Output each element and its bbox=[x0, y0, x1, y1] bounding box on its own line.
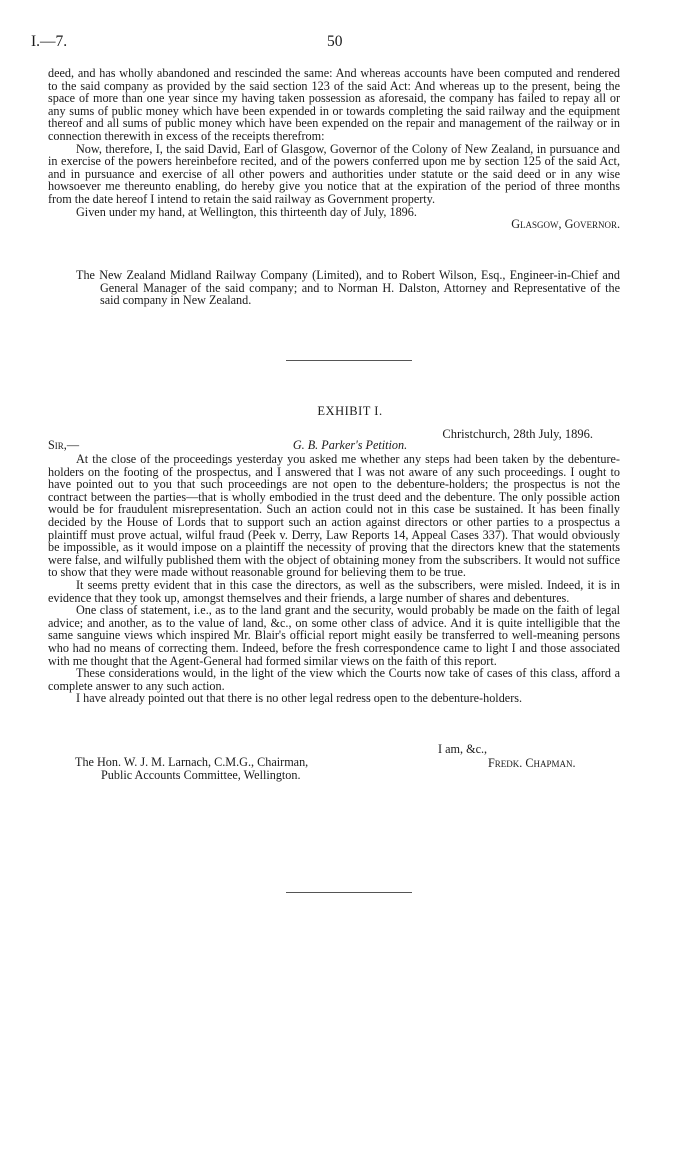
proclamation-paragraph-1: deed, and has wholly abandoned and rescinded the same: And whereas accounts have been computed and rendered to the said company as provided by the said section 123 of the said Act: And whereas up to the present, being the space of more than one year since my having taken possession as aforesaid, the company has failed to repay all or any sums of public money which have been expended in or towards completing the said railway and the equipment thereof and all sums of public money which have been expended on the repair and management of the railway or in connection therewith in excess of the receipts therefrom: bbox=[48, 66, 620, 143]
letter-recipient bbox=[75, 756, 308, 781]
place-date: Christchurch, 28th July, 1896. bbox=[442, 427, 593, 441]
letter-paragraph-3: One class of statement, i.e., as to the land grant and the security, would probably be made on the faith of legal advice; and another, as to the value of land, &c., on some other class of advice. And it is quite intelligible that the same sanguine views which inspired Mr. Blair's official report might easily be transferred to well-meaning persons who had no means of correcting them. Indeed, before the fresh correspondence came to light I and those associated with me thought that the Agent-General had formed similar views on the faith of this report. bbox=[48, 603, 620, 668]
letter-paragraph-2: It seems pretty evident that in this case the directors, as well as the subscribers, were misled. Indeed, it is in evidence that they took up, amongst themselves and their friends, a large number of shares and debentures. bbox=[48, 577, 620, 605]
letter-paragraph-5: I have already pointed out that there is no other legal redress open to the debenture-holders. bbox=[76, 691, 523, 706]
letter-paragraph-1: At the close of the proceedings yesterday you asked me whether any steps had been taken by the debenture-holders on the footing of the prospectus, and I answered that I was not aware of any such proceedings. I ought to have pointed out to you that such proceedings are not open to the debenture-holders; the prospectus is not the contract between the parties—that is wholly embodied in the trust deed and the debenture. The only possible action would be for fraudulent misrepresentation. Such an action could not in this case be sustained. It has been finally decided by the House of Lords that to support such an action against directors or other parties to a prospectus a plaintiff must prove actual, wilful fraud (Peek v. Derry, Law Reports 14, Appeal Cases 337). That would obviously be impossible, as it would impose on a plaintiff the necessity of proving that the directors knew that the statements were false, and wilfully published them with the object of obtaining money from the subscribers. It would not suffice to show that they were made without reasonable ground for believing them to be true. bbox=[48, 452, 620, 580]
letter-body bbox=[48, 453, 620, 705]
proclamation-given-line: Given under my hand, at Wellington, this thirteenth day of July, 1896. bbox=[76, 204, 417, 219]
page-reference: I.—7. bbox=[31, 33, 68, 50]
recipient-name: The Hon. W. J. M. Larnach, C.M.G., Chairman, bbox=[75, 755, 309, 769]
letter-closing: I am, &c., bbox=[438, 742, 488, 756]
proclamation-body bbox=[48, 67, 620, 231]
letter-paragraph-4: These considerations would, in the light of the view which the Courts now take of cases of this class, afford a complete answer to any such action. bbox=[48, 666, 620, 693]
salutation: Sir,— bbox=[48, 438, 80, 452]
recipient-office: Public Accounts Committee, Wellington. bbox=[101, 767, 301, 782]
petition-title: G. B. Parker's Petition. bbox=[292, 438, 408, 452]
section-divider-bottom bbox=[286, 892, 412, 893]
proclamation-addressee: The New Zealand Midland Railway Company (Limited), and to Robert Wilson, Esq., Engineer-in-Chief and General Manager of the said company; and to Norman H. Dalston, Attorney and Representative of the said company in New Zealand. bbox=[76, 268, 620, 308]
section-divider bbox=[286, 360, 412, 361]
governor-signature: Glasgow, Governor. bbox=[511, 217, 620, 232]
exhibit-title: EXHIBIT I. bbox=[317, 404, 383, 418]
proclamation-paragraph-2: Now, therefore, I, the said David, Earl of Glasgow, Governor of the Colony of New Zealand, in pursuance and in exercise of the powers hereinbefore recited, and of the powers conferred upon me by section 125 of the said Act, and in pursuance and exercise of all other powers and authorities under statute or the said deed or in any wise howsoever me thereunto enabling, do hereby give you notice that at the expiration of the period of three months from the date hereof I intend to retain the said railway as Government property. bbox=[48, 141, 620, 206]
page-number: 50 bbox=[327, 33, 343, 50]
letter-signatory: Fredk. Chapman. bbox=[488, 756, 576, 770]
